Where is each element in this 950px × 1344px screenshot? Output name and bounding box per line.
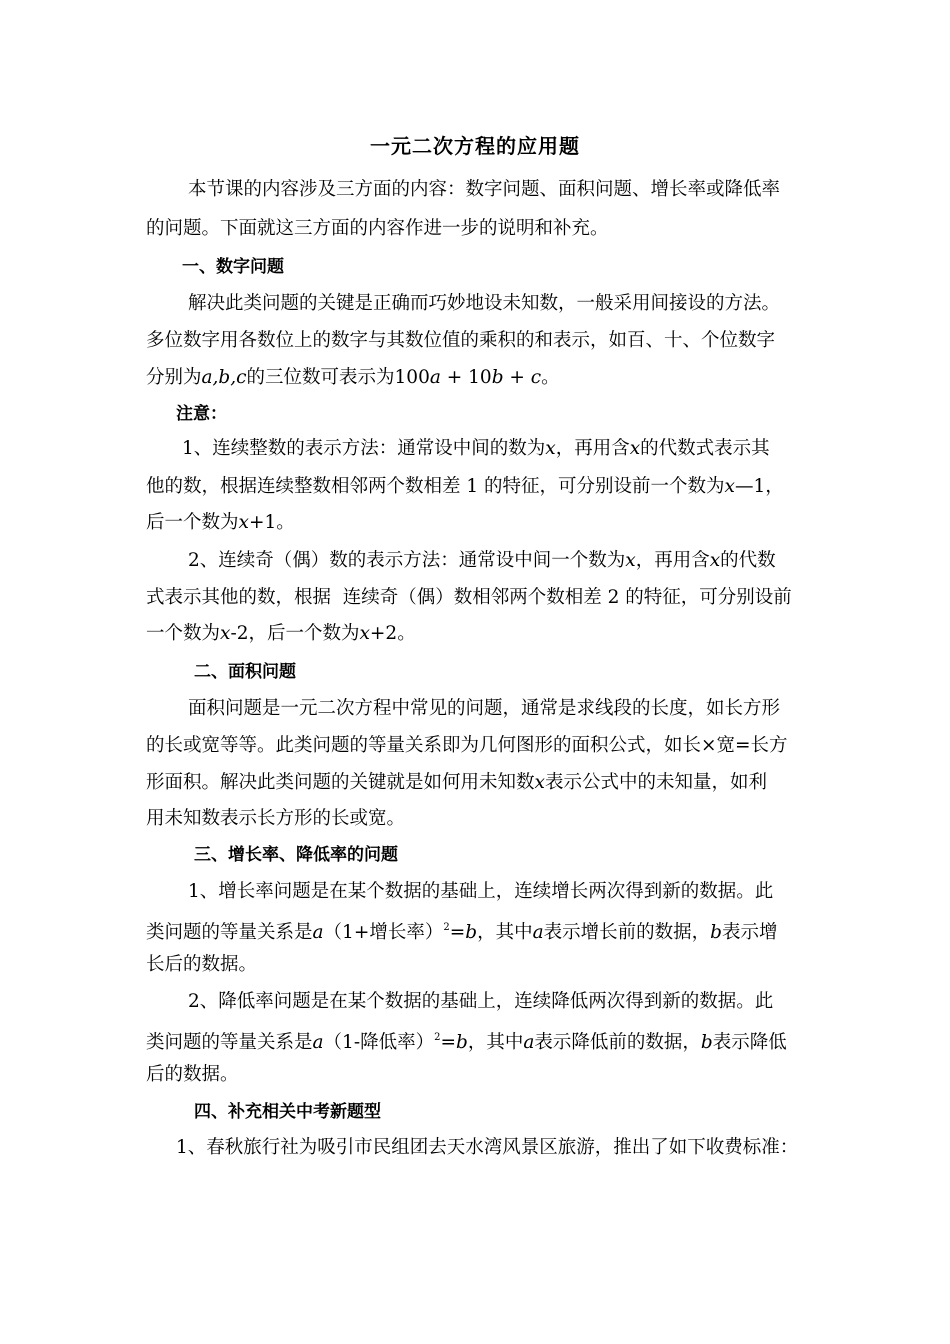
note1-line-1 bbox=[182, 437, 770, 461]
variable: x bbox=[724, 476, 735, 497]
text: +1。 bbox=[248, 512, 295, 533]
document-title: 一元二次方程的应用题 bbox=[370, 134, 580, 158]
text: （1-降低率） bbox=[323, 1032, 435, 1053]
note1-line-2 bbox=[146, 475, 784, 499]
variable: a bbox=[532, 922, 544, 943]
variable: b bbox=[710, 922, 722, 943]
note1-line-3 bbox=[146, 511, 295, 535]
variable: c bbox=[530, 367, 542, 388]
text: + bbox=[503, 367, 531, 388]
text: 1、连续整数的表示方法：通常设中间的数为 bbox=[182, 438, 546, 459]
variable: x bbox=[629, 438, 641, 459]
variable: b bbox=[455, 1032, 468, 1053]
text: +2。 bbox=[369, 623, 416, 644]
variable: a bbox=[523, 1032, 535, 1053]
text: 表示增长前的数据， bbox=[543, 922, 711, 943]
note2-line-1 bbox=[188, 549, 776, 573]
section3-p2-line-1: 2、降低率问题是在某个数据的基础上，连续降低两次得到新的数据。此 bbox=[188, 991, 774, 1012]
section2-line-2: 的长或宽等等。此类问题的等量关系即为几何图形的面积公式，如长×宽=长方 bbox=[146, 735, 788, 756]
intro-line-1: 本节课的内容涉及三方面的内容：数字问题、面积问题、增长率或降低率 bbox=[188, 179, 781, 200]
note2-line-3 bbox=[146, 622, 416, 646]
text: 。 bbox=[541, 367, 560, 388]
note2-line-2: 式表示其他的数，根据 连续奇（偶）数相邻两个数相差 2 的特征，可分别设前 bbox=[146, 587, 792, 608]
variable: x bbox=[220, 623, 231, 644]
text: ，其中 bbox=[467, 1032, 524, 1053]
section4-line-1: 1、春秋旅行社为吸引市民组团去天水湾风景区旅游，推出了如下收费标准： bbox=[176, 1137, 799, 1158]
note-label: 注意： bbox=[176, 404, 227, 424]
variable: b bbox=[465, 922, 478, 943]
text: 100 bbox=[394, 367, 430, 388]
section-heading-rates: 三、增长率、降低率的问题 bbox=[194, 845, 398, 865]
text: 的代数式表示其 bbox=[640, 438, 770, 459]
section2-line-3 bbox=[146, 771, 767, 795]
variable: x bbox=[238, 512, 249, 533]
variable: a,b,c bbox=[201, 367, 247, 388]
section2-line-4: 用未知数表示长方形的长或宽。 bbox=[146, 808, 406, 829]
text: 的三位数可表示为 bbox=[246, 367, 395, 388]
variable: x bbox=[545, 438, 556, 459]
text: （1+增长率） bbox=[323, 922, 444, 943]
section3-p1-line-2 bbox=[146, 916, 777, 945]
text: 类问题的等量关系是 bbox=[146, 1032, 313, 1053]
variable: x bbox=[709, 550, 721, 571]
section1-para-line-1: 解决此类问题的关键是正确而巧妙地设未知数，一般采用间接设的方法。 bbox=[188, 293, 781, 314]
text: ，再用含 bbox=[555, 438, 630, 459]
text: 表示降低前的数据， bbox=[534, 1032, 701, 1053]
text: 2、连续奇（偶）数的表示方法：通常设中间一个数为 bbox=[188, 550, 626, 571]
variable: a bbox=[429, 367, 441, 388]
section-heading-exam: 四、补充相关中考新题型 bbox=[194, 1102, 381, 1122]
text: 他的数，根据连续整数相邻两个数相差 1 的特征，可分别设前一个数为 bbox=[146, 476, 725, 497]
text: ，其中 bbox=[477, 922, 533, 943]
variable: b bbox=[700, 1032, 713, 1053]
section3-p1-line-3: 长后的数据。 bbox=[146, 954, 258, 975]
text: 一个数为 bbox=[146, 623, 221, 644]
section3-p2-line-3: 后的数据。 bbox=[146, 1064, 239, 1085]
text: 分别为 bbox=[146, 367, 202, 388]
section1-para-line-2: 多位数字用各数位上的数字与其数位值的乘积的和表示，如百、十、个位数字 bbox=[146, 330, 776, 351]
text: 后一个数为 bbox=[146, 512, 239, 533]
section2-line-1: 面积问题是一元二次方程中常见的问题，通常是求线段的长度，如长方形 bbox=[188, 698, 781, 719]
text: 形面积。解决此类问题的关键就是如何用未知数 bbox=[146, 772, 535, 793]
intro-line-2: 的问题。下面就这三方面的内容作进一步的说明和补充。 bbox=[146, 218, 609, 239]
variable: a bbox=[312, 922, 324, 943]
text: 类问题的等量关系是 bbox=[146, 922, 313, 943]
section1-para-line-3 bbox=[146, 366, 560, 390]
superscript: 2 bbox=[443, 922, 450, 933]
text: 表示公式中的未知量，如利 bbox=[544, 772, 767, 793]
section-heading-area: 二、面积问题 bbox=[194, 662, 296, 682]
text: -2，后一个数为 bbox=[230, 623, 360, 644]
variable: x bbox=[359, 623, 370, 644]
superscript: 2 bbox=[434, 1032, 441, 1043]
variable: a bbox=[312, 1032, 324, 1053]
variable: x bbox=[534, 772, 545, 793]
text: —1， bbox=[734, 476, 784, 497]
section3-p2-line-2 bbox=[146, 1026, 787, 1055]
text: = bbox=[440, 1032, 456, 1053]
section3-p1-line-1: 1、增长率问题是在某个数据的基础上，连续增长两次得到新的数据。此 bbox=[188, 881, 774, 902]
text: 表示增 bbox=[721, 922, 778, 943]
text: ，再用含 bbox=[635, 550, 710, 571]
text: 表示降低 bbox=[712, 1032, 787, 1053]
variable: b bbox=[491, 367, 504, 388]
section-heading-numbers: 一、数字问题 bbox=[182, 257, 284, 277]
text: = bbox=[449, 922, 466, 943]
text: 的代数 bbox=[720, 550, 776, 571]
text: + 10 bbox=[440, 367, 492, 388]
variable: x bbox=[625, 550, 636, 571]
